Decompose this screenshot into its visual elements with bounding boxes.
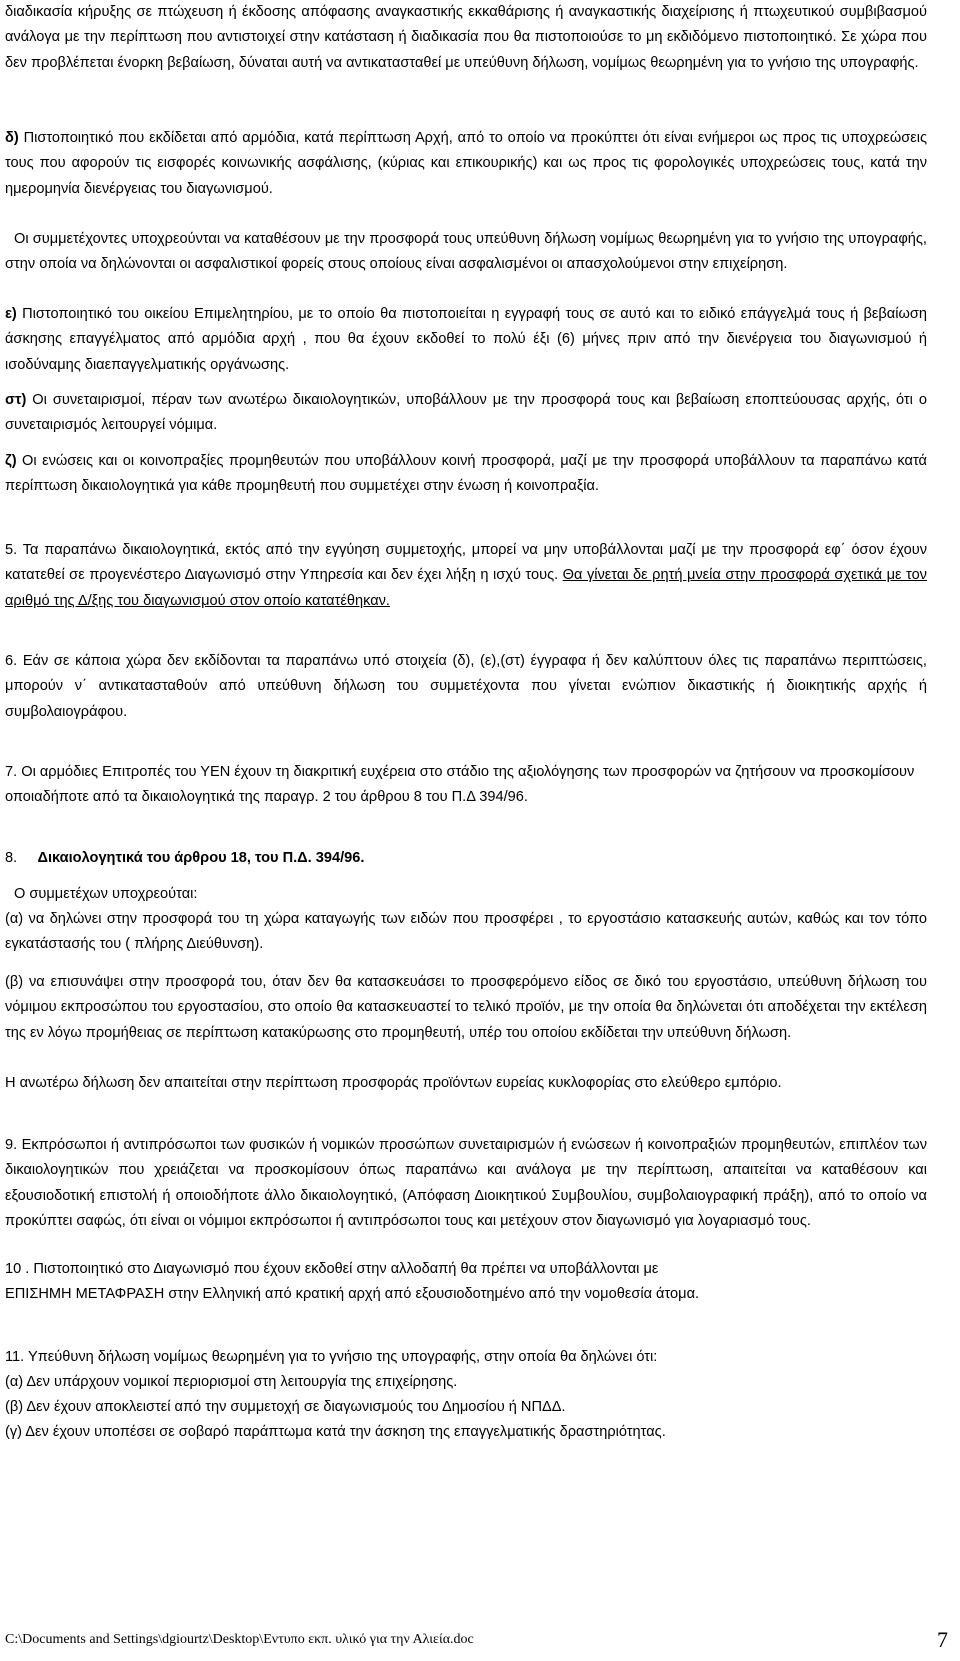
- paragraph-5-underlined: Θα γίνεται δε ρητή μνεία στην προσφορά σχετικά με τον αριθμό της Δ/ξης του διαγωνισμού στον οποίο κατατέθηκαν.: [5, 567, 927, 609]
- obligation-intro: Ο συμμετέχων υποχρεούται:: [14, 886, 198, 902]
- paragraph-9: 9. Εκπρόσωποι ή αντιπρόσωποι των φυσικών ή νομικών προσώπων συνεταιρισμών ή ενώσεων ή κοινοπραξιών προμηθευτών, επιπλέον των δικαιολογητικών που χρειάζεται να προσκομίσουν όπως παραπάνω και ανάλογα με την περίπτωση, απαιτείται να καταθέσουν και εξουσιοδοτική επιστολή ή οποιοδήποτε άλλο δικαιολογητικό, (Απόφαση Διοικητικού Συμβουλίου, συμβολαιογραφική πράξη), από το οποίο να προκύπτει σαφώς, ότι είναι οι νόμιμοι εκπρόσωποι ή αντιπρόσωποι τους και μετέχουν στον διαγωνισμό για λογαριασμό τους.: [5, 1137, 927, 1229]
- paragraph-11: 11. Υπεύθυνη δήλωση νομίμως θεωρημένη για το γνήσιο της υπογραφής, στην οποία θα δηλώνει ότι:: [5, 1349, 658, 1365]
- section-title-8: Δικαιολογητικά του άρθρου 18, του Π.Δ. 394/96.: [37, 850, 365, 866]
- paragraph-d-declaration: Οι συμμετέχοντες υποχρεούνται να καταθέσουν με την προσφορά τους υπεύθυνη δήλωση νομίμως θεωρημένη για το γνήσιο της υπογραφής, στην οποία να δηλώνονται οι ασφαλιστικοί φορείς στους οποίους είναι ασφαλισμένοι οι απασχολούμενοι στην επιχείρηση.: [5, 231, 927, 273]
- paragraph-5-text: 5. Τα παραπάνω δικαιολογητικά, εκτός από την εγγύηση συμμετοχής, μπορεί να μην υποβάλλονται μαζί με την προσφορά εφ΄ όσον έχουν κατατεθεί σε προγενέστερο Διαγωνισμό στην Υπηρεσία και δεν έχει λήξη η ισχύ τους.: [5, 542, 927, 584]
- paragraph-continuation: διαδικασία κήρυξης σε πτώχευση ή έκδοσης απόφασης αναγκαστικής εκκαθάρισης ή αναγκαστικής διαχείρισης ή πτωχευτικού συμβιβασμού ανάλογα με την περίπτωση που αντιστοιχεί στην κατάσταση ή διαδικασία που θα πιστοποιούσε το μη εκδιδόμενο πιστοποιητικό. Σε χώρα που δεν προβλέπεται ένορκη βεβαίωση, δύναται αυτή να αντικατασταθεί με υπεύθυνη δήλωση, νομίμως θεωρημένη για το γνήσιο της υπογραφής.: [5, 4, 927, 71]
- item-label-z: ζ): [5, 453, 17, 469]
- section-heading-8: [5, 846, 927, 871]
- obligation-a: (α) να δηλώνει στην προσφορά του τη χώρα καταγωγής των ειδών που προσφέρει , το εργοστάσιο κατασκευής αυτών, καθώς και τον τόπο εγκατάστασής του ( πλήρης Διεύθυνση).: [5, 911, 927, 953]
- obligation-b-note: Η ανωτέρω δήλωση δεν απαιτείται στην περίπτωση προσφοράς προϊόντων ευρείας κυκλοφορίας στο ελεύθερο εμπόριο.: [5, 1075, 782, 1091]
- paragraph-7: 7. Οι αρμόδιες Επιτροπές του ΥΕΝ έχουν τη διακριτική ευχέρεια στο στάδιο της αξιολόγησης των προσφορών να ζητήσουν να προσκομίσουν οποιαδήποτε από τα δικαιολογητικά της παραγρ. 2 του άρθρου 8 του Π.Δ 394/96.: [5, 764, 915, 806]
- paragraph-st: [5, 388, 927, 439]
- section-number-8: 8.: [5, 850, 18, 866]
- paragraph-5: [5, 538, 927, 614]
- declaration-item-c: (γ) Δεν έχουν υποπέσει σε σοβαρό παράπτωμα κατά την άσκηση της επαγγελματικής δραστηριότητας.: [5, 1424, 666, 1440]
- paragraph-10: [5, 1257, 927, 1308]
- paragraph-e-text: Πιστοποιητικό του οικείου Επιμελητηρίου, με το οποίο θα πιστοποιείται η εγγραφή τους σε αυτό και το ειδικό επάγγελμά τους ή βεβαίωση άσκησης επαγγέλματος από αρμόδια αρχή , που θα έχουν εκδοθεί το πολύ έξι (6) μήνες πριν από την διενέργεια του διαγωνισμού ή ισοδύναμης διαεπαγγελματικής οργάνωσης.: [5, 306, 927, 373]
- declaration-item-a: (α) Δεν υπάρχουν νομικοί περιορισμοί στη λειτουργία της επιχείρησης.: [5, 1374, 458, 1390]
- paragraph-st-text: Οι συνεταιρισμοί, πέραν των ανωτέρω δικαιολογητικών, υποβάλλουν με την προσφορά τους και βεβαίωση εποπτεύουσας αρχής, ότι ο συνεταιρισμός λειτουργεί νόμιμα.: [5, 392, 927, 434]
- footer-file-path: C:\Documents and Settings\dgiourtz\Desktop\Εντυπο εκπ. υλικό για την Αλιεία.doc: [5, 1632, 474, 1647]
- paragraph-d: [5, 126, 927, 202]
- paragraph-d-text: Πιστοποιητικό που εκδίδεται από αρμόδια, κατά περίπτωση Αρχή, από το οποίο να προκύπτει ότι είναι ενήμεροι ως προς τις υποχρεώσεις τους που αφορούν τις εισφορές κοινωνικής ασφάλισης, (κύριας και επικουρικής) και ως προς τις φορολογικές υποχρεώσεις τους, κατά την ημερομηνία διενέργειας του διαγωνισμού.: [5, 130, 927, 197]
- paragraph-10-line-1: 10 . Πιστοποιητικό στο Διαγωνισμό που έχουν εκδοθεί στην αλλοδαπή θα πρέπει να υποβάλλονται με: [5, 1261, 659, 1277]
- item-label-d: δ): [5, 130, 19, 146]
- paragraph-6: 6. Εάν σε κάποια χώρα δεν εκδίδονται τα παραπάνω υπό στοιχεία (δ), (ε),(στ) έγγραφα ή δεν καλύπτουν όλες τις παραπάνω περιπτώσεις, μπορούν ν΄ αντικατασταθούν από υπεύθυνη δήλωση του συμμετέχοντα που γίνεται ενώπιον δικαστικής ή διοικητικής αρχής ή συμβολαιογράφου.: [5, 653, 927, 720]
- obligation-b: (β) να επισυνάψει στην προσφορά του, όταν δεν θα κατασκευάσει το προσφερόμενο είδος σε δικό του εργοστάσιο, υπεύθυνη δήλωση του νόμιμου εκπροσώπου του εργοστασίου, στο οποίο θα κατασκευαστεί το τελικό προϊόν, με την οποία θα δηλώνεται ότι αποδέχεται την εκτέλεση της εν λόγω προμήθειας σε περίπτωση κατακύρωσης στο προμηθευτή, υπέρ του οποίου εκδίδεται την υπεύθυνη δήλωση.: [5, 974, 927, 1041]
- item-label-e: ε): [5, 306, 17, 322]
- paragraph-z-text: Οι ενώσεις και οι κοινοπραξίες προμηθευτών που υποβάλλουν κοινή προσφορά, μαζί με την προσφορά υποβάλλουν τα παραπάνω κατά περίπτωση δικαιολογητικά για κάθε προμηθευτή που συμμετέχει στην ένωση ή κοινοπραξία.: [5, 453, 927, 495]
- item-label-st: στ): [5, 392, 27, 408]
- paragraph-10-line-2: ΕΠΙΣΗΜΗ ΜΕΤΑΦΡΑΣΗ στην Ελληνική από κρατική αρχή από εξουσιοδοτημένο από την νομοθεσία άτομα.: [5, 1286, 700, 1303]
- declaration-item-b: (β) Δεν έχουν αποκλειστεί από την συμμετοχή σε διαγωνισμούς του Δημοσίου ή ΝΠΔΔ.: [5, 1399, 566, 1415]
- paragraph-z: [5, 449, 927, 500]
- page-number: 7: [937, 1627, 948, 1652]
- paragraph-e: [5, 302, 927, 378]
